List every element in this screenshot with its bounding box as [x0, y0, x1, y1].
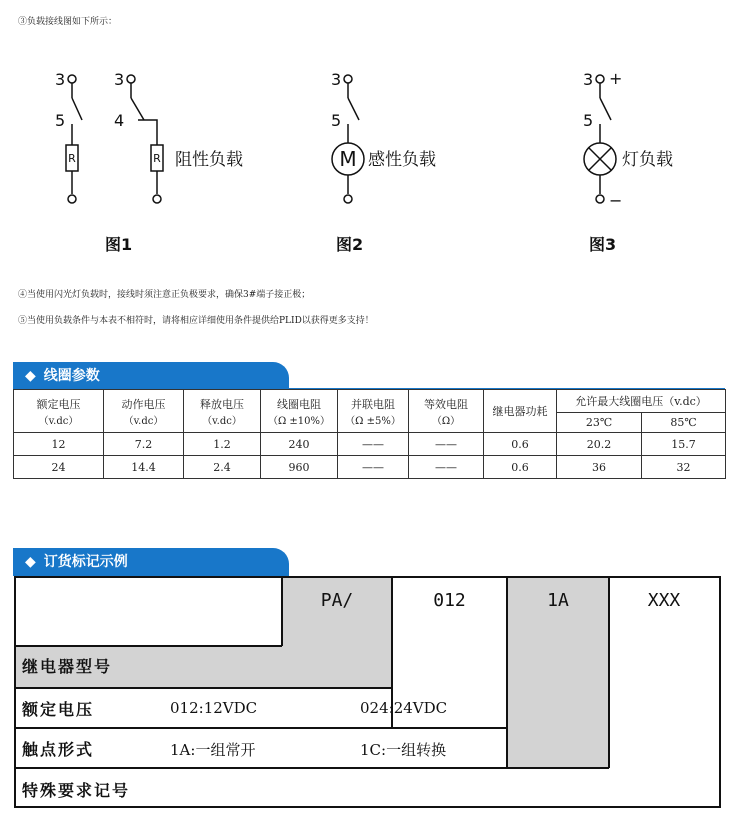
fig1-label: 图1	[105, 235, 133, 254]
header-temp-85: 85℃	[642, 413, 726, 433]
order-code-brackets	[16, 578, 719, 806]
table-cell: 1.2	[184, 433, 261, 456]
fig2-terminal-3: 3	[331, 70, 342, 89]
order-title: 订货标记示例	[43, 554, 128, 570]
voltage-row-label: 额定电压	[22, 700, 95, 719]
fig3-plus: +	[609, 69, 623, 88]
header-pickup-voltage: 动作电压 （v.dc）	[104, 390, 184, 433]
voltage-option-2-value: 24VDC	[393, 699, 448, 717]
fig3-terminal-3: 3	[583, 70, 594, 89]
fig3-terminal-5: 5	[583, 111, 594, 130]
table-cell: 20.2	[557, 433, 642, 456]
model-row-label: 继电器型号	[22, 657, 113, 676]
header-coil-resistance: 线圈电阻 （Ω ±10%）	[261, 390, 338, 433]
table-cell: 0.6	[484, 456, 557, 479]
fig1b-resistor-label: R	[153, 152, 161, 165]
header-parallel-resistance: 并联电阻 （Ω ±5%）	[338, 390, 409, 433]
code-special: XXX	[647, 590, 681, 611]
table-cell: ——	[338, 433, 409, 456]
voltage-option-2-code: 024:	[360, 699, 394, 717]
wiring-diagrams	[0, 55, 740, 270]
order-code-box	[14, 576, 721, 808]
header-rated-voltage: 额定电压 （v.dc）	[14, 390, 104, 433]
header-equiv-resistance: 等效电阻 （Ω）	[409, 390, 484, 433]
table-cell: ——	[409, 433, 484, 456]
table-cell: 2.4	[184, 456, 261, 479]
special-row-label: 特殊要求记号	[22, 781, 131, 800]
table-row	[14, 433, 726, 456]
voltage-option-1-code: 012:	[170, 699, 204, 717]
header-max-voltage: 允许最大线圈电压（v.dc）	[557, 390, 726, 413]
table-cell: 36	[557, 456, 642, 479]
fig1b-terminal-4: 4	[114, 111, 125, 130]
table-cell: ——	[338, 456, 409, 479]
code-voltage: 012	[433, 590, 466, 611]
resistive-load-label: 阻性负载	[175, 150, 243, 170]
fig1a-resistor-label: R	[68, 152, 76, 165]
contact-option-2	[360, 739, 446, 760]
wiring-intro-note: ③负载接线图如下所示：	[18, 17, 118, 27]
table-cell: 24	[14, 456, 104, 479]
voltage-option-1	[170, 699, 257, 717]
fig2-label: 图2	[336, 235, 364, 254]
header-temp-23: 23℃	[557, 413, 642, 433]
table-cell: ——	[409, 456, 484, 479]
table-row	[14, 456, 726, 479]
table-cell: 7.2	[104, 433, 184, 456]
contact-option-2-code: 1C:	[360, 741, 387, 759]
inductive-load-label: 感性负载	[368, 150, 436, 170]
custom-condition-note: ⑤当使用负载条件与本表不相符时，请将相应详细使用条件提供给PLID以获得更多支持！	[18, 316, 374, 326]
table-cell: 0.6	[484, 433, 557, 456]
table-cell: 12	[14, 433, 104, 456]
diamond-icon: ◆	[25, 554, 36, 570]
header-power: 继电器功耗	[484, 390, 557, 433]
order-header	[13, 548, 289, 576]
table-cell: 32	[642, 456, 726, 479]
table-cell: 15.7	[642, 433, 726, 456]
code-model: PA/	[320, 590, 354, 611]
coil-params-table	[13, 389, 726, 479]
code-contact: 1A	[547, 590, 569, 611]
header-release-voltage: 释放电压 （v.dc）	[184, 390, 261, 433]
motor-label: M	[339, 147, 357, 171]
contact-option-1	[170, 739, 255, 760]
table-cell: 240	[261, 433, 338, 456]
voltage-option-1-value: 12VDC	[203, 699, 258, 717]
fig1a-terminal-5: 5	[55, 111, 66, 130]
diamond-icon: ◆	[25, 368, 36, 384]
fig1b-terminal-3: 3	[114, 70, 125, 89]
lamp-load-label: 灯负载	[622, 150, 673, 170]
fig1a-terminal-3: 3	[55, 70, 66, 89]
contact-option-2-value: 一组转换	[386, 741, 447, 759]
fig3-label: 图3	[589, 235, 617, 254]
contact-option-1-code: 1A:	[170, 741, 196, 759]
table-cell: 14.4	[104, 456, 184, 479]
fig2-terminal-5: 5	[331, 111, 342, 130]
table-cell: 960	[261, 456, 338, 479]
contact-option-1-value: 一组常开	[195, 741, 256, 759]
contact-row-label: 触点形式	[22, 740, 95, 759]
coil-params-header	[13, 362, 289, 390]
fig3-minus: −	[609, 191, 623, 210]
flash-lamp-note: ④当使用闪光灯负载时，接线时须注意正负极要求，确保3#端子接正极；	[18, 290, 311, 300]
coil-params-title: 线圈参数	[43, 368, 100, 384]
voltage-option-2	[360, 699, 447, 717]
